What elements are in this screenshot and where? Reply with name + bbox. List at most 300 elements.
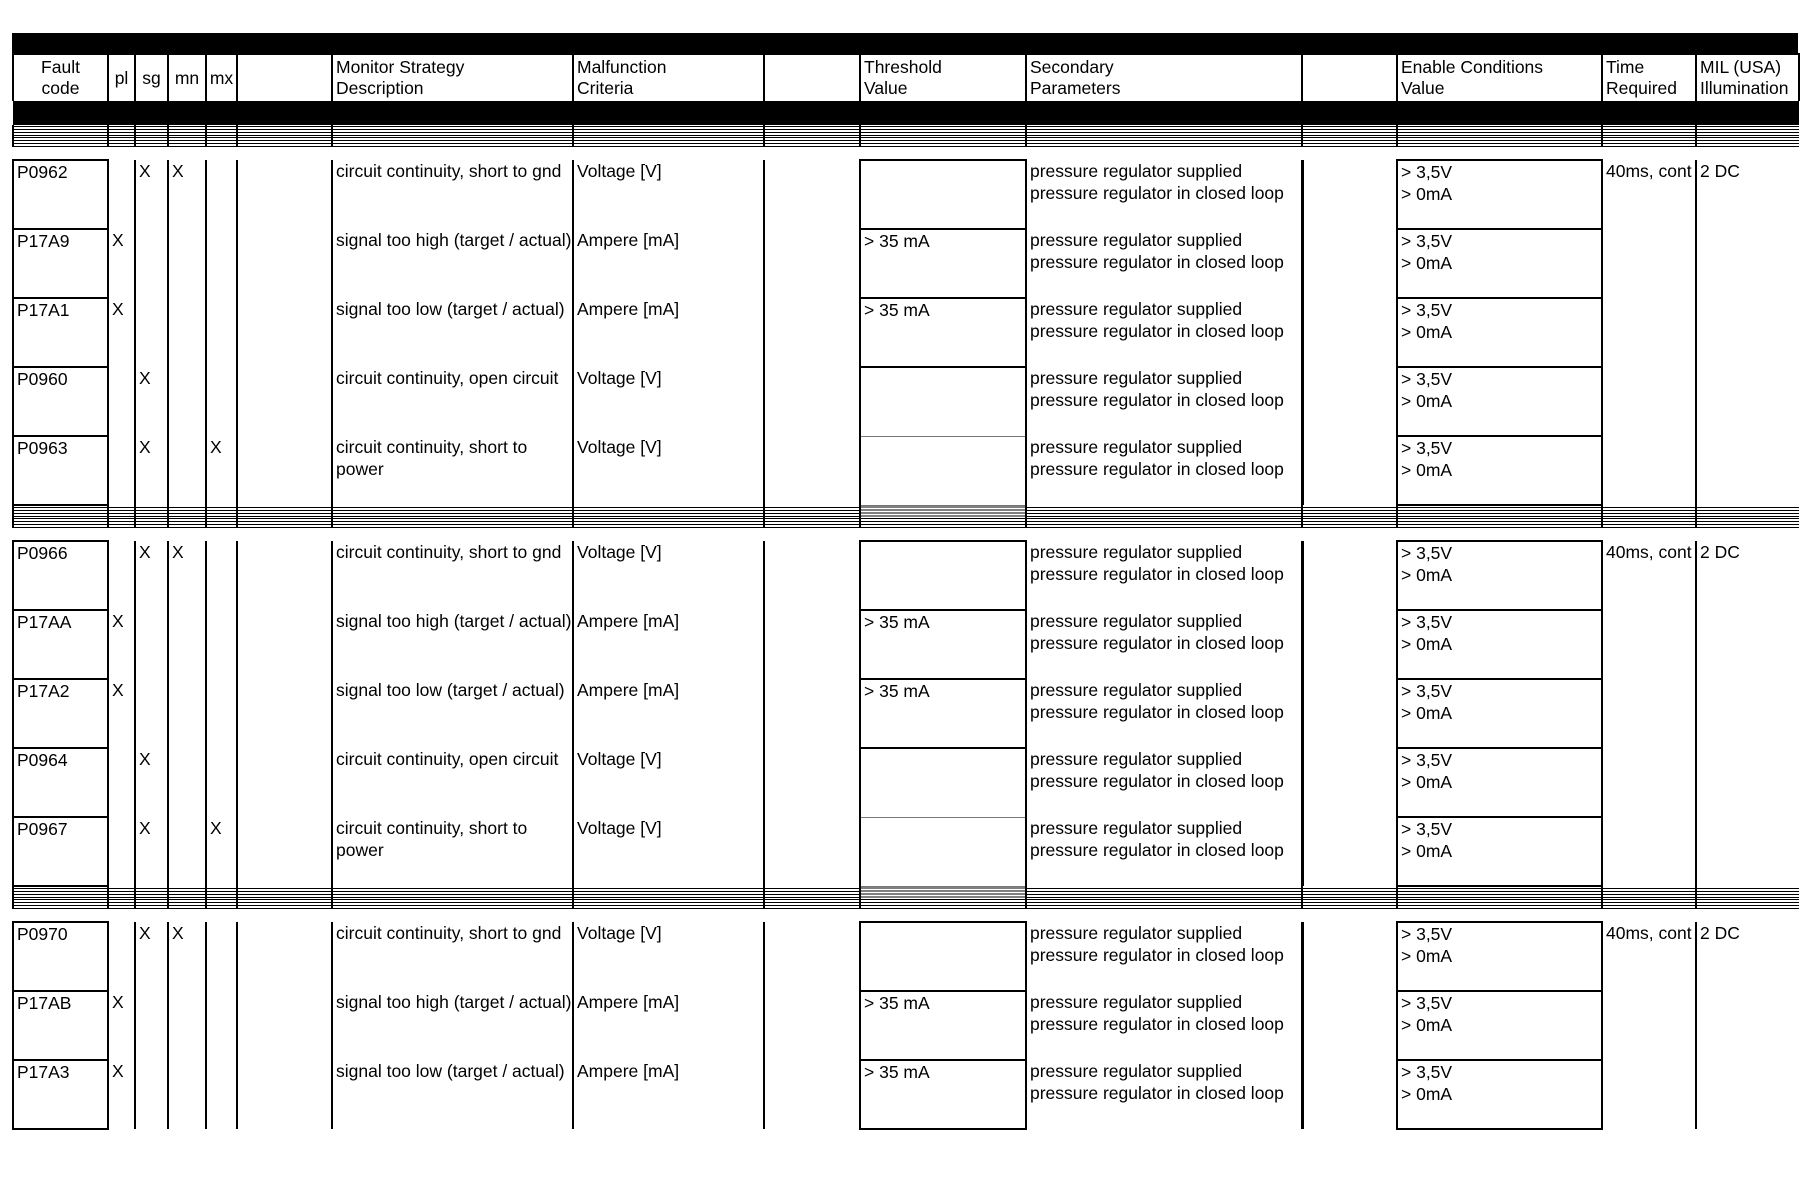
black-cell [13,101,108,125]
fault-code-cell: P0966 [13,541,108,610]
hatched-cell [860,898,1026,909]
monitor-strategy-cell [332,817,573,886]
secondary-param-2: pressure regulator in closed loop [1030,459,1284,479]
black-cell [860,101,1026,125]
time-required-cell [1602,610,1696,679]
secondary-parameters-cell [1026,229,1302,298]
blank-cell [764,229,860,298]
enable-conditions-cell [1397,436,1602,505]
enable-condition-2: > 0mA [1401,841,1453,861]
pl-cell [108,367,135,436]
table-row [13,1060,1799,1129]
black-cell [573,101,764,125]
fault-code-cell: P0967 [13,817,108,886]
time-required-cell [1602,1060,1696,1129]
pl-cell: X [108,610,135,679]
monitor-strategy-text: circuit continuity, short to power [336,818,528,860]
table-row [13,436,1799,505]
enable-condition-1: > 3,5V [1401,681,1453,701]
blank-cell [1302,298,1397,367]
table-row [13,748,1799,817]
hatched-cell [1302,886,1397,898]
monitor-strategy-text: signal too low (target / actual) [336,299,565,319]
secondary-parameters-cell [1026,541,1302,610]
mil-cell [1696,679,1799,748]
table-row [13,541,1799,610]
mn-cell [168,298,206,367]
secondary-param-1: pressure regulator supplied [1030,161,1243,181]
blank-cell [237,817,332,886]
threshold-value-cell [860,367,1026,436]
enable-condition-2: > 0mA [1401,565,1453,585]
threshold-value-cell: > 35 mA [860,229,1026,298]
hatched-cell [1696,505,1799,517]
blank-cell [1302,817,1397,886]
monitor-strategy-text: circuit continuity, open circuit [336,368,559,388]
sg-cell: X [135,817,168,886]
mx-cell [206,229,237,298]
secondary-parameters-cell [1026,1060,1302,1129]
hatched-cell [1397,517,1602,528]
mil-cell [1696,298,1799,367]
enable-condition-2: > 0mA [1401,322,1453,342]
secondary-parameters-cell [1026,298,1302,367]
mil-cell [1696,1060,1799,1129]
enable-conditions-cell [1397,298,1602,367]
secondary-param-1: pressure regulator supplied [1030,992,1243,1012]
hatched-cell [1397,898,1602,909]
hatched-cell [573,898,764,909]
time-required-cell: 40ms, cont [1606,161,1692,181]
monitor-strategy-cell [332,229,573,298]
fault-code-cell: P17A9 [13,229,108,298]
mn-cell [168,679,206,748]
hatched-cell [573,125,764,136]
hatched-cell [1696,886,1799,898]
blank-cell [764,817,860,886]
enable-condition-1: > 3,5V [1401,1062,1453,1082]
fault-code-table [12,53,1800,1130]
hatched-cell [1602,886,1696,898]
hatched-cell [13,136,108,147]
blank-cell [237,367,332,436]
mx-cell: X [206,436,237,505]
mil-cell [1696,436,1799,505]
mn-cell [168,1060,206,1129]
blank-cell [237,541,332,610]
malfunction-criteria-cell: Voltage [V] [573,817,764,886]
blank-cell [764,748,860,817]
hatched-cell [1696,898,1799,909]
mil-cell [1696,991,1799,1060]
secondary-param-1: pressure regulator supplied [1030,1061,1243,1081]
monitor-strategy-text: signal too high (target / actual) [336,992,572,1012]
hatched-cell [1026,886,1302,898]
hatched-cell [764,136,860,147]
mx-cell [206,748,237,817]
header-sg: sg [135,54,168,101]
blank-cell [237,748,332,817]
enable-conditions-cell [1397,991,1602,1060]
time-required-cell [1602,991,1696,1060]
mil-cell [1696,610,1799,679]
table-row [13,298,1799,367]
hatched-separator-row [13,898,1799,909]
hatched-cell [206,505,237,517]
pl-cell [108,160,135,229]
monitor-strategy-text: signal too high (target / actual) [336,611,572,631]
hatched-cell [1397,125,1602,136]
blank-cell [1302,541,1397,610]
secondary-param-1: pressure regulator supplied [1030,749,1243,769]
sg-cell [135,1060,168,1129]
hatched-cell [573,505,764,517]
monitor-strategy-cell [332,436,573,505]
blank-cell [1302,610,1397,679]
monitor-strategy-cell [332,922,573,991]
hatched-cell [573,136,764,147]
blank-cell [764,367,860,436]
enable-conditions-cell [1397,922,1602,991]
hatched-cell [1397,505,1602,517]
enable-condition-2: > 0mA [1401,1084,1453,1104]
hatched-cell [1026,517,1302,528]
monitor-strategy-text: signal too low (target / actual) [336,680,565,700]
secondary-parameters-cell [1026,367,1302,436]
black-separator-row [13,101,1799,125]
mn-cell: X [168,160,206,229]
hatched-cell [237,136,332,147]
fault-code-cell: P17A2 [13,679,108,748]
monitor-strategy-cell [332,748,573,817]
monitor-strategy-text: circuit continuity, short to gnd [336,923,562,943]
mn-cell [168,991,206,1060]
blank-cell [764,1060,860,1129]
blank-cell [764,679,860,748]
hatched-cell [1696,125,1799,136]
hatched-cell [332,898,573,909]
pl-cell [108,922,135,991]
pl-cell [108,817,135,886]
malfunction-criteria-cell: Voltage [V] [573,436,764,505]
threshold-value-cell [860,541,1026,610]
monitor-strategy-text: circuit continuity, open circuit [336,749,559,769]
hatched-cell [108,125,135,136]
enable-condition-1: > 3,5V [1401,612,1453,632]
blank-cell [1302,991,1397,1060]
secondary-param-2: pressure regulator in closed loop [1030,702,1284,722]
header-malfunction-criteria: Malfunction Criteria [573,54,764,101]
mil-cell [1696,367,1799,436]
malfunction-criteria-cell: Ampere [mA] [573,610,764,679]
blank-cell [764,436,860,505]
secondary-param-2: pressure regulator in closed loop [1030,183,1284,203]
gap-cell [13,528,1799,541]
pl-cell: X [108,1060,135,1129]
sg-cell: X [135,160,168,229]
mx-cell [206,922,237,991]
hatched-cell [13,505,108,517]
monitor-strategy-text: circuit continuity, short to gnd [336,161,562,181]
enable-condition-1: > 3,5V [1401,162,1453,182]
mil-cell: 2 DC [1696,922,1799,991]
sg-cell: X [135,436,168,505]
threshold-value-cell: > 35 mA [860,679,1026,748]
hatched-cell [206,517,237,528]
threshold-value-cell: > 35 mA [860,991,1026,1060]
header-blank-1 [237,54,332,101]
hatched-cell [1602,505,1696,517]
enable-condition-2: > 0mA [1401,391,1453,411]
enable-condition-2: > 0mA [1401,1015,1453,1035]
monitor-strategy-cell [332,367,573,436]
table-row [13,610,1799,679]
threshold-value-cell [860,160,1026,229]
mn-cell [168,436,206,505]
hatched-cell [764,886,860,898]
blank-cell [237,229,332,298]
hatched-cell [764,125,860,136]
blank-cell [1302,679,1397,748]
hatched-cell [332,505,573,517]
secondary-param-1: pressure regulator supplied [1030,437,1243,457]
blank-cell [764,541,860,610]
malfunction-criteria-cell: Ampere [mA] [573,991,764,1060]
blank-cell [764,991,860,1060]
table-row [13,367,1799,436]
secondary-param-2: pressure regulator in closed loop [1030,1083,1284,1103]
time-required-cell [1602,367,1696,436]
hatched-separator-row [13,505,1799,517]
hatched-cell [860,125,1026,136]
blank-cell [1302,160,1397,229]
blank-cell [1302,367,1397,436]
malfunction-criteria-cell: Ampere [mA] [573,679,764,748]
hatched-cell [764,898,860,909]
hatched-cell [764,505,860,517]
secondary-param-2: pressure regulator in closed loop [1030,771,1284,791]
malfunction-criteria-cell: Ampere [mA] [573,298,764,367]
blank-cell [237,679,332,748]
hatched-cell [135,125,168,136]
secondary-param-2: pressure regulator in closed loop [1030,564,1284,584]
blank-cell [764,610,860,679]
hatched-separator-row [13,886,1799,898]
fault-code-cell: P17AA [13,610,108,679]
hatched-cell [573,517,764,528]
gap-row [13,528,1799,541]
sg-cell: X [135,748,168,817]
pl-cell: X [108,679,135,748]
secondary-param-1: pressure regulator supplied [1030,299,1243,319]
enable-conditions-cell [1397,817,1602,886]
hatched-cell [168,886,206,898]
hatched-separator-row [13,517,1799,528]
monitor-strategy-text: signal too low (target / actual) [336,1061,565,1081]
secondary-param-1: pressure regulator supplied [1030,923,1243,943]
mil-cell: 2 DC [1696,541,1799,610]
mx-cell [206,298,237,367]
sg-cell: X [135,541,168,610]
blank-cell [237,436,332,505]
monitor-strategy-cell [332,1060,573,1129]
blank-cell [1302,1060,1397,1129]
top-black-bar [12,33,1798,53]
hatched-cell [1397,886,1602,898]
secondary-param-1: pressure regulator supplied [1030,611,1243,631]
enable-condition-1: > 3,5V [1401,543,1453,563]
hatched-cell [13,898,108,909]
hatched-cell [108,505,135,517]
sg-cell: X [135,367,168,436]
malfunction-criteria-cell: Voltage [V] [573,541,764,610]
hatched-cell [168,136,206,147]
header-mx: mx [206,54,237,101]
header-secondary-parameters: Secondary Parameters [1026,54,1302,101]
threshold-value-cell [860,922,1026,991]
enable-conditions-cell [1397,160,1602,229]
time-required-cell [1602,298,1696,367]
hatched-cell [1602,136,1696,147]
mn-cell [168,367,206,436]
blank-cell [1302,922,1397,991]
hatched-cell [135,886,168,898]
pl-cell [108,748,135,817]
header-blank-2 [764,54,860,101]
hatched-cell [135,898,168,909]
hatched-cell [237,505,332,517]
secondary-param-2: pressure regulator in closed loop [1030,321,1284,341]
fault-code-cell: P17AB [13,991,108,1060]
blank-cell [1302,436,1397,505]
black-cell [206,101,237,125]
enable-condition-2: > 0mA [1401,634,1453,654]
secondary-param-1: pressure regulator supplied [1030,230,1243,250]
fault-code-cell: P0964 [13,748,108,817]
hatched-cell [206,886,237,898]
hatched-cell [1696,136,1799,147]
mn-cell [168,817,206,886]
secondary-parameters-cell [1026,748,1302,817]
black-cell [764,101,860,125]
enable-condition-2: > 0mA [1401,946,1453,966]
secondary-param-2: pressure regulator in closed loop [1030,633,1284,653]
secondary-param-2: pressure regulator in closed loop [1030,1014,1284,1034]
mx-cell [206,541,237,610]
hatched-cell [764,517,860,528]
hatched-cell [135,505,168,517]
header-fault-code: Fault code [13,54,108,101]
time-required-cell: 40ms, cont [1606,542,1692,562]
threshold-value-cell: > 35 mA [860,610,1026,679]
header-blank-3 [1302,54,1397,101]
enable-condition-2: > 0mA [1401,184,1453,204]
mx-cell [206,679,237,748]
malfunction-criteria-cell: Ampere [mA] [573,229,764,298]
blank-cell [237,610,332,679]
secondary-parameters-cell [1026,991,1302,1060]
hatched-cell [860,136,1026,147]
black-cell [1602,101,1696,125]
monitor-strategy-text: signal too high (target / actual) [336,230,572,250]
secondary-parameters-cell [1026,436,1302,505]
threshold-value-cell: > 35 mA [860,298,1026,367]
hatched-cell [237,898,332,909]
sg-cell [135,298,168,367]
mil-cell [1696,748,1799,817]
hatched-cell [168,125,206,136]
mil-cell [1696,817,1799,886]
secondary-param-1: pressure regulator supplied [1030,368,1243,388]
hatched-cell [237,886,332,898]
enable-condition-1: > 3,5V [1401,924,1453,944]
secondary-parameters-cell [1026,160,1302,229]
header-threshold-value: Threshold Value [860,54,1026,101]
header-row [13,54,1799,101]
hatched-cell [13,125,108,136]
monitor-strategy-cell [332,541,573,610]
hatched-cell [1026,125,1302,136]
secondary-param-2: pressure regulator in closed loop [1030,390,1284,410]
black-cell [237,101,332,125]
hatched-cell [573,886,764,898]
diagnostic-table-sheet [12,33,1798,1130]
secondary-param-2: pressure regulator in closed loop [1030,840,1284,860]
mn-cell: X [168,922,206,991]
hatched-cell [860,886,1026,898]
fault-code-cell: P0970 [13,922,108,991]
blank-cell [237,1060,332,1129]
time-required-cell [1602,436,1696,505]
hatched-cell [332,886,573,898]
malfunction-criteria-cell: Voltage [V] [573,160,764,229]
secondary-parameters-cell [1026,610,1302,679]
blank-cell [237,991,332,1060]
malfunction-criteria-cell: Voltage [V] [573,367,764,436]
enable-condition-1: > 3,5V [1401,369,1453,389]
pl-cell: X [108,229,135,298]
enable-condition-1: > 3,5V [1401,231,1453,251]
mn-cell [168,748,206,817]
black-cell [168,101,206,125]
time-required-cell [1602,748,1696,817]
hatched-cell [1026,136,1302,147]
hatched-cell [237,125,332,136]
hatched-cell [860,517,1026,528]
hatched-separator-row [13,125,1799,136]
monitor-strategy-text: circuit continuity, short to power [336,437,528,479]
enable-condition-2: > 0mA [1401,460,1453,480]
hatched-cell [108,136,135,147]
hatched-cell [860,505,1026,517]
fault-code-cell: P17A3 [13,1060,108,1129]
mil-cell [1696,229,1799,298]
mn-cell [168,229,206,298]
threshold-value-cell [860,748,1026,817]
hatched-cell [1302,898,1397,909]
time-required-cell [1602,679,1696,748]
mn-cell [168,610,206,679]
header-mn: mn [168,54,206,101]
hatched-cell [1302,517,1397,528]
secondary-param-2: pressure regulator in closed loop [1030,252,1284,272]
enable-condition-1: > 3,5V [1401,438,1453,458]
fault-code-cell: P0963 [13,436,108,505]
hatched-cell [13,517,108,528]
hatched-cell [206,898,237,909]
gap-cell [13,147,1799,160]
mn-cell: X [168,541,206,610]
